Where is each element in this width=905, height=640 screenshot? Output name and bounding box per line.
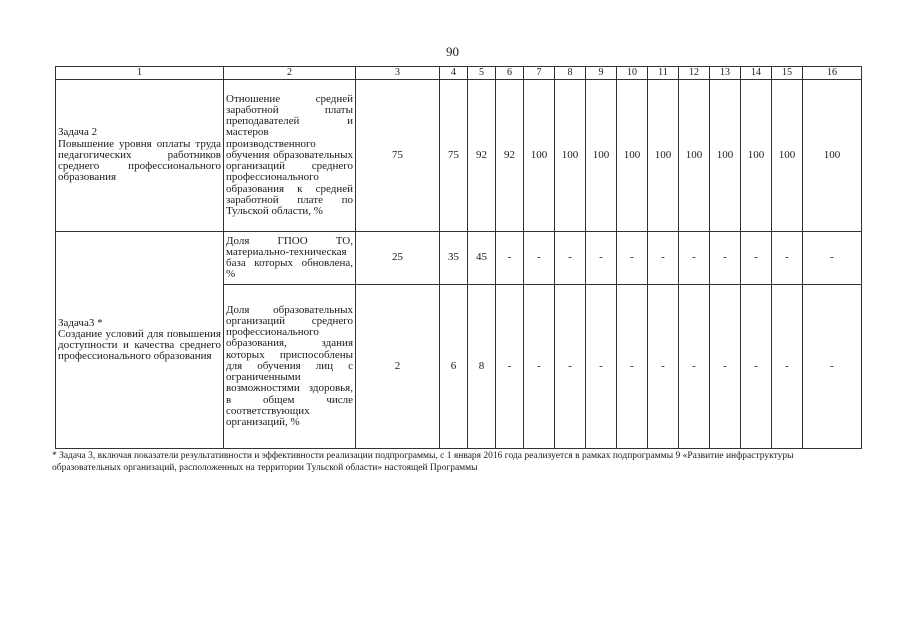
value-cell: - — [555, 285, 586, 449]
value-cell: - — [648, 285, 679, 449]
value-cell: - — [741, 232, 772, 285]
indicators-table — [55, 66, 862, 449]
value-cell: 75 — [440, 80, 468, 232]
task-description: Создание условий для повышения доступности и качества среднего профессионального образования — [58, 327, 221, 363]
col-header: 5 — [468, 67, 496, 80]
col-header: 16 — [803, 67, 862, 80]
col-header: 1 — [56, 67, 224, 80]
col-header: 10 — [617, 67, 648, 80]
indicator-cell: Доля ГПОО ТО, материально-техническая база которых обновлена, % — [224, 232, 356, 285]
value-cell: 75 — [356, 80, 440, 232]
value-cell: - — [679, 232, 710, 285]
value-cell: 8 — [468, 285, 496, 449]
value-cell: - — [710, 232, 741, 285]
value-cell: 100 — [555, 80, 586, 232]
footnote: * Задача 3, включая показатели результативности и эффективности реализации подпрограммы, с 1 января 2016 года реализуется в рамках подпрограммы 9 «Развитие инфраструктуры образовательных организаций, расположенных на территории Тульской области» настоящей Программы — [52, 451, 794, 473]
value-cell: 92 — [468, 80, 496, 232]
task-title: Задача3 * — [58, 316, 103, 329]
value-cell: - — [710, 285, 741, 449]
value-cell: 6 — [440, 285, 468, 449]
col-header: 9 — [586, 67, 617, 80]
table-row — [56, 80, 862, 232]
task-cell — [56, 232, 224, 449]
indicator-cell: Отношение средней заработной платы преподавателей и мастеров производственного обучения образовательных организаций среднего профессионального образования к средней заработной плате по Тульской области, % — [224, 80, 356, 232]
value-cell: 100 — [586, 80, 617, 232]
col-header: 11 — [648, 67, 679, 80]
page-number: 90 — [446, 44, 459, 59]
col-header: 2 — [224, 67, 356, 80]
value-cell: 25 — [356, 232, 440, 285]
value-cell: - — [617, 232, 648, 285]
col-header: 6 — [496, 67, 524, 80]
header-row — [56, 67, 862, 80]
value-cell: - — [617, 285, 648, 449]
col-header: 7 — [524, 67, 555, 80]
value-cell: - — [679, 285, 710, 449]
table-row — [56, 232, 862, 285]
value-cell: - — [772, 285, 803, 449]
value-cell: 100 — [772, 80, 803, 232]
col-header: 8 — [555, 67, 586, 80]
col-header: 4 — [440, 67, 468, 80]
value-cell: 100 — [524, 80, 555, 232]
col-header: 3 — [356, 67, 440, 80]
value-cell: - — [586, 232, 617, 285]
value-cell: - — [803, 285, 862, 449]
value-cell: 35 — [440, 232, 468, 285]
value-cell: - — [496, 285, 524, 449]
value-cell: - — [803, 232, 862, 285]
value-cell: - — [648, 232, 679, 285]
col-header: 12 — [679, 67, 710, 80]
value-cell: - — [555, 232, 586, 285]
value-cell: 92 — [496, 80, 524, 232]
value-cell: 100 — [710, 80, 741, 232]
value-cell: 100 — [617, 80, 648, 232]
task-cell — [56, 80, 224, 232]
value-cell: - — [741, 285, 772, 449]
col-header: 15 — [772, 67, 803, 80]
value-cell: - — [524, 232, 555, 285]
value-cell: 100 — [679, 80, 710, 232]
value-cell: 100 — [803, 80, 862, 232]
task-title: Задача 2 — [58, 126, 98, 139]
value-cell: - — [772, 232, 803, 285]
col-header: 13 — [710, 67, 741, 80]
value-cell: - — [496, 232, 524, 285]
value-cell: - — [586, 285, 617, 449]
value-cell: - — [524, 285, 555, 449]
value-cell: 45 — [468, 232, 496, 285]
task-description: Повышение уровня оплаты труда педагогических работников среднего профессионального образования — [58, 137, 221, 184]
indicator-cell: Доля образовательных организаций среднего профессионального образования, здания которых приспособлены для обучения лиц с ограниченными возможностями здоровья, в общем числе соответствующих организаций, % — [224, 285, 356, 449]
col-header: 14 — [741, 67, 772, 80]
value-cell: 100 — [741, 80, 772, 232]
value-cell: 100 — [648, 80, 679, 232]
value-cell: 2 — [356, 285, 440, 449]
